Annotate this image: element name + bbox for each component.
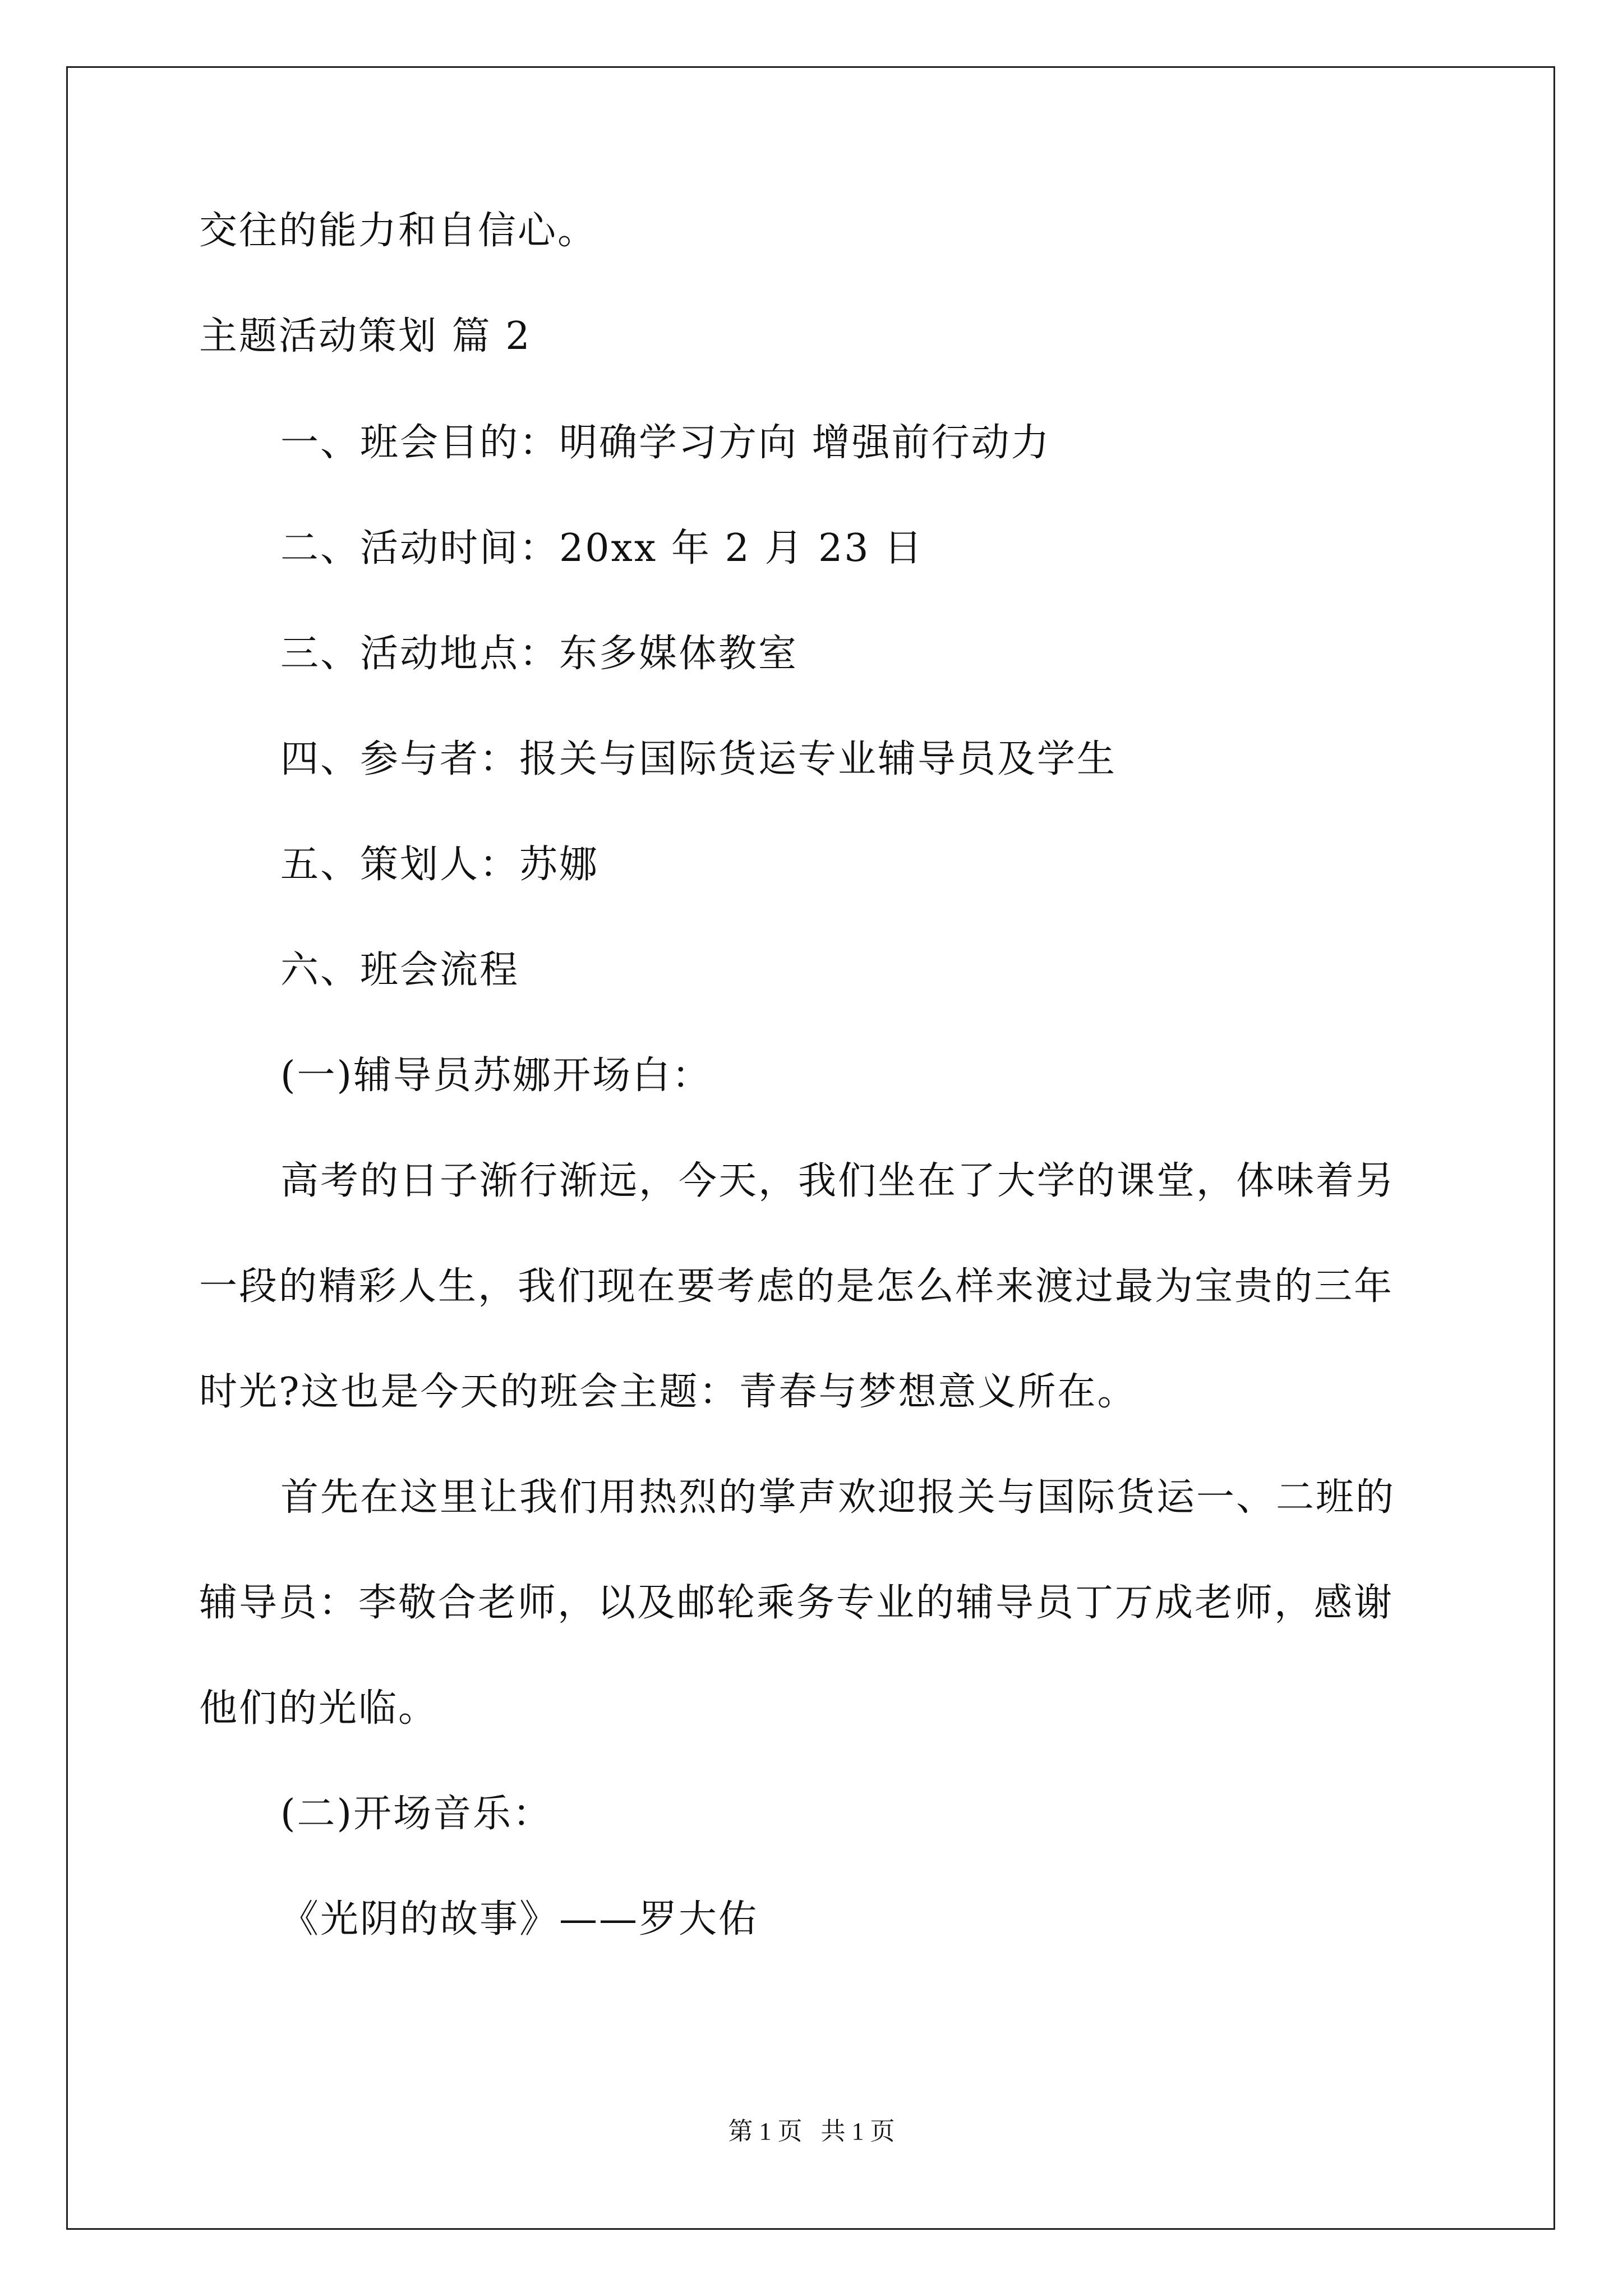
paragraph-line: 辅导员：李敬合老师，以及邮轮乘务专业的辅导员丁万成老师，感谢 [199, 1581, 1394, 1625]
item-time: 二、活动时间：20xx 年 2 月 23 日 [280, 526, 924, 570]
item-planner: 五、策划人：苏娜 [280, 843, 600, 887]
paragraph-line: 首先在这里让我们用热烈的掌声欢迎报关与国际货运一、二班的 [280, 1475, 1396, 1520]
music-title: 《光阴的故事》——罗大佑 [280, 1897, 759, 1941]
paragraph-line: 他们的光临。 [199, 1686, 439, 1731]
paragraph-line: 高考的日子渐行渐远，今天，我们坐在了大学的课堂，体味着另 [280, 1159, 1396, 1203]
item-participants: 四、参与者：报关与国际货运专业辅导员及学生 [280, 737, 1117, 781]
subsection-music: (二)开场音乐： [280, 1792, 553, 1836]
paragraph-line: 时光?这也是今天的班会主题：青春与梦想意义所在。 [199, 1370, 1137, 1414]
subsection-opening: (一)辅导员苏娜开场白： [280, 1053, 712, 1098]
section-title: 主题活动策划 篇 2 [199, 314, 532, 358]
item-location: 三、活动地点：东多媒体教室 [280, 632, 799, 676]
page-footer: 第 1 页 共 1 页 [728, 2118, 895, 2145]
body-line-1: 交往的能力和自信心。 [199, 209, 598, 253]
paragraph-line: 一段的精彩人生，我们现在要考虑的是怎么样来渡过最为宝贵的三年 [199, 1264, 1394, 1309]
item-process: 六、班会流程 [280, 948, 520, 992]
item-purpose: 一、班会目的：明确学习方向 增强前行动力 [280, 421, 1051, 465]
